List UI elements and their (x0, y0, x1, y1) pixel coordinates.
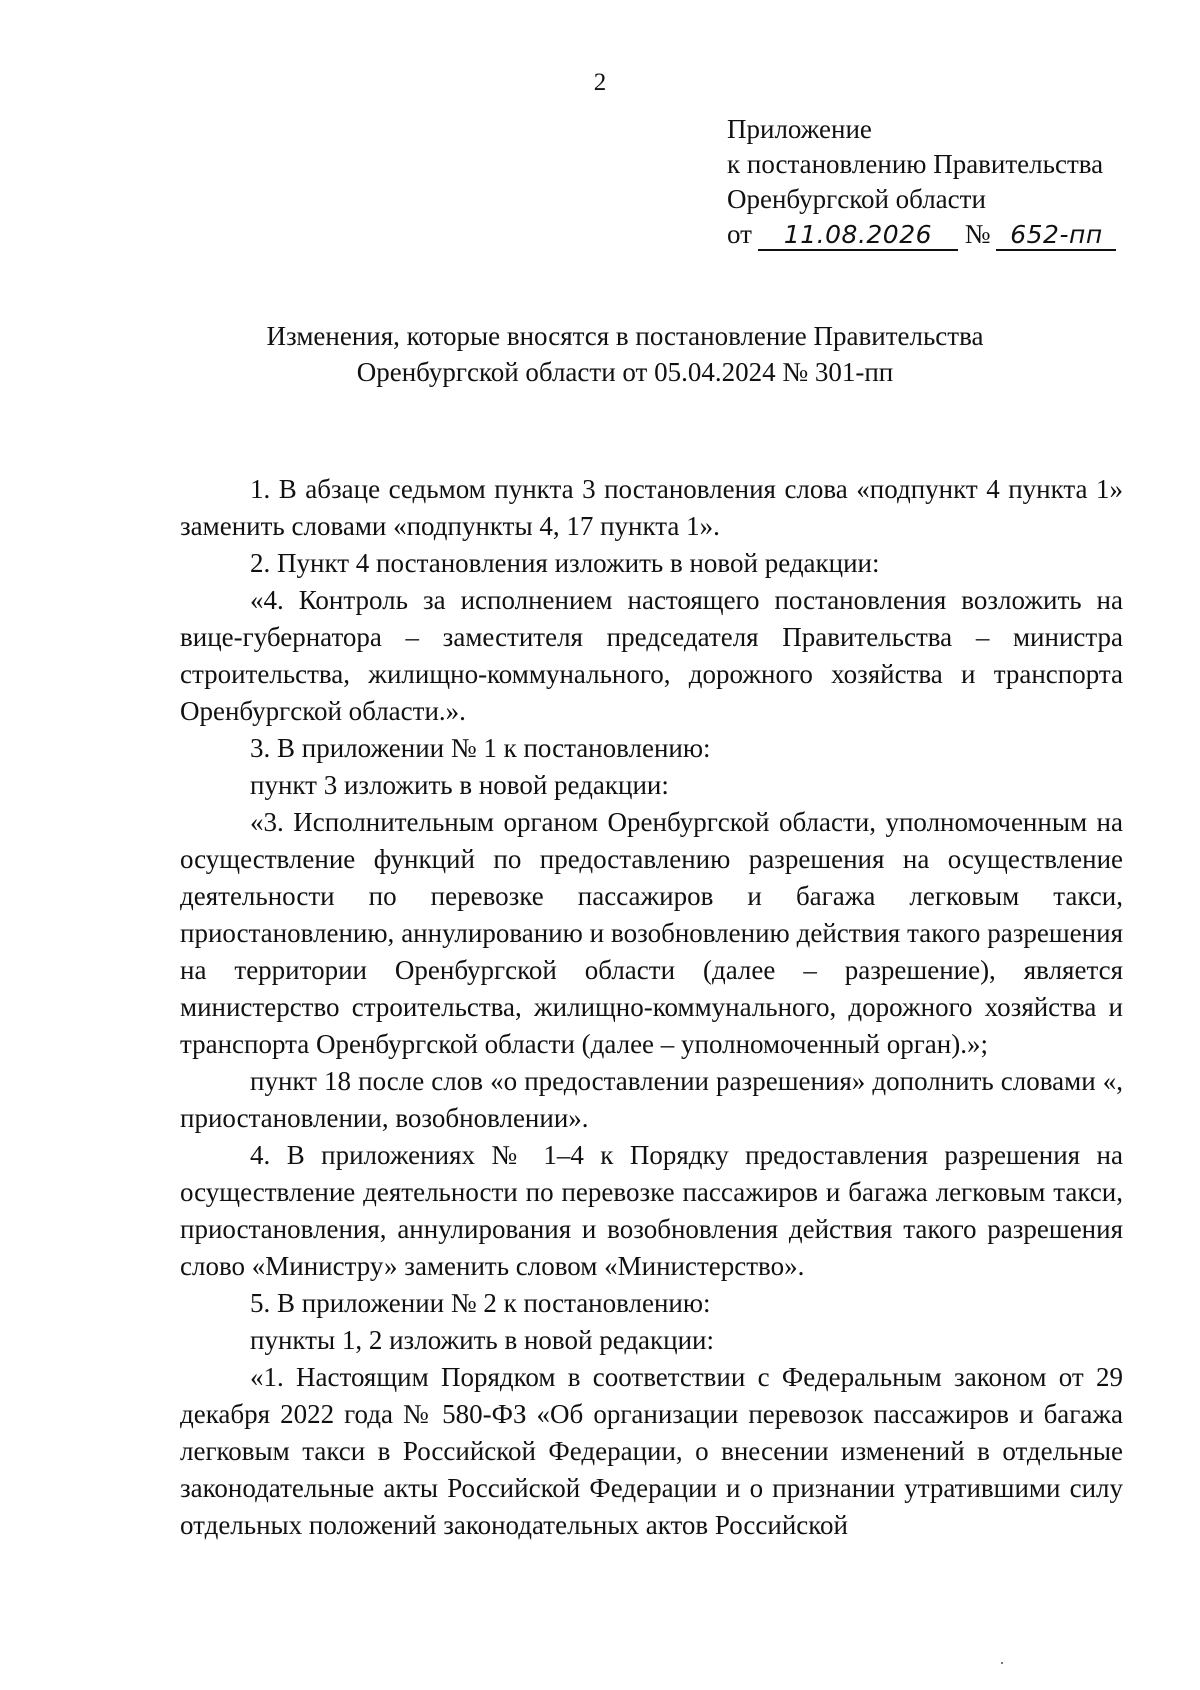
approval-reference: к постановлению Правительства (727, 149, 1104, 179)
document-title (180, 318, 1070, 390)
approval-region: Оренбургской области (727, 184, 986, 214)
title-line-1: Изменения, которые вносятся в постановление Правительства (266, 321, 984, 351)
paragraph: 1. В абзаце седьмом пункта 3 постановления слова «подпункт 4 пункта 1» заменить словами «подпункты 4, 17 пункта 1». (180, 474, 1123, 541)
paragraph: «4. Контроль за исполнением настоящего постановления возложить на вице-губернатора – заместителя председателя Правительства – министра строительства, жилищно-коммунального, дорожного хозяйства и транспорта Оренбургской области.». (180, 585, 1123, 726)
title-line-2: Оренбургской области от 05.04.2024 № 301-пп (356, 357, 894, 387)
paragraph: пункт 18 после слов «о предоставлении разрешения» дополнить словами «, приостановлении, возобновлении». (180, 1066, 1123, 1133)
paragraph: 4. В приложениях № 1–4 к Порядку предоставления разрешения на осуществление деятельности по перевозке пассажиров и багажа легковым такси, приостановления, аннулирования и возобновления действия такого разрешения слово «Министру» заменить словом «Министерство». (180, 1140, 1123, 1281)
page-number: 2 (593, 69, 607, 96)
paragraph: 5. В приложении № 2 к постановлению: (250, 1288, 711, 1318)
approval-heading: Приложение (727, 114, 872, 144)
paragraph: «3. Исполнительным органом Оренбургской области, уполномоченным на осуществление функций по предоставлению разрешения на осуществление деятельности по перевозке пассажиров и багажа легковым такси, приостановлению, аннулированию и возобновлению действия такого разрешения на территории Оренбургской области (далее – разрешение), является министерство строительства, жилищно-коммунального, дорожного хозяйства и транспорта Оренбургской области (далее – уполномоченный орган).»; (180, 807, 1123, 1059)
from-label: от (727, 219, 752, 249)
paragraph: пункт 3 изложить в новой редакции: (250, 770, 669, 800)
handwritten-number: 652-пп (996, 221, 1116, 251)
scan-speck (1001, 1662, 1003, 1664)
paragraph: 2. Пункт 4 постановления изложить в новой редакции: (250, 548, 880, 578)
document-body (180, 471, 1123, 1544)
paragraph: «1. Настоящим Порядком в соответствии с Федеральным законом от 29 декабря 2022 года № 580-ФЗ «Об организации перевозок пассажиров и багажа легковым такси в Российской Федерации, о внесении изменений в отдельные законодательные акты Российской Федерации и о признании утратившими силу отдельных положений законодательных актов Российской (180, 1362, 1123, 1540)
paragraph: пункты 1, 2 изложить в новой редакции: (250, 1325, 715, 1355)
approval-date-line (727, 217, 1116, 252)
paragraph: 3. В приложении № 1 к постановлению: (250, 733, 711, 763)
approval-block (727, 112, 1116, 252)
handwritten-date: 11.08.2026 (758, 221, 958, 251)
number-sign: № (964, 219, 991, 249)
